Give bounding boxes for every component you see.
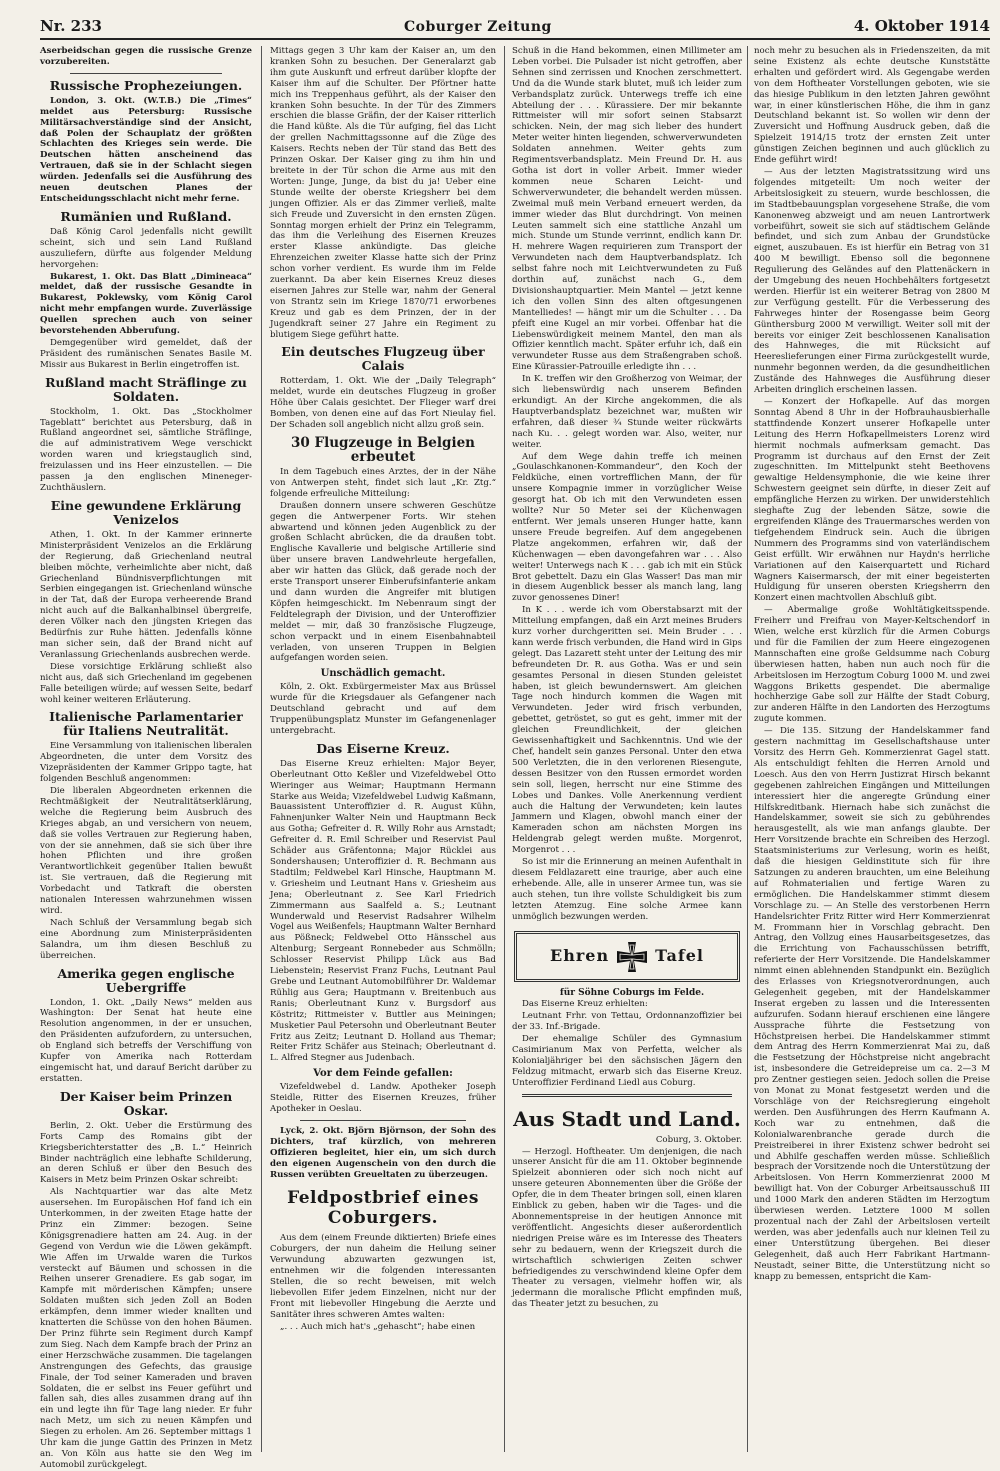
article-text: Aserbeidschan gegen die russische Grenze vorzubereiten.	[40, 46, 252, 67]
headline: Unschädlich gemacht.	[320, 668, 446, 680]
column-2	[270, 46, 496, 1452]
article-text: Demgegenüber wird gemeldet, daß der Präsident des rumänischen Senates Basile M. Missir aus Bukarest in Berlin eingetroffen ist.	[40, 337, 252, 370]
divider	[70, 73, 222, 74]
article-text: Diese vorsichtige Erklärung schließt also nicht aus, daß sich Griechenland im gegebenen Falle beteiligen würde; auf wessen Seite, bedarf wohl keiner weiteren Erläuterung.	[40, 661, 252, 705]
article-text: — Aus der letzten Magistratssitzung wird uns folgendes mitgeteilt: Um noch weiter der Arbeitslosigkeit zu steuern, wurde beschlossen, die im Stadtbebauungsplan vorgesehene Straße, die vom Kanonenweg abzweigt und am neuen Lantrortwerk vorbeiführt, soweit sie sich auf städtischem Gelände befindet, und sich zum Anbau der Grundstücke eignet, auszubauen. Es ist hierfür ein Betrag von 31 400 M bewilligt. Ebenso soll die begonnene Regulierung des Geländes auf den Plattenäckern in der Umgebung des neuen Hochbehälters fortgesetzt werden. Hierfür ist ein weiterer Betrag von 2800 M zur Verfügung gestellt. Für die Verbesserung des Fahrweges hinter der Rosengasse beim Georg Günthersburg 2000 M verwilligt. Weiter soll mit der bereits vor einiger Zeit beschlossenen Kanalisation des Hahnweges, die mit Rücksicht auf Heereslieferungen einer Firma zurückgestellt wurde, nunmehr begonnen werden, da die gesundheitlichen Zustände des Hahnweges die Ausführung dieser Arbeiten dringlich erscheinen lassen.	[754, 166, 990, 396]
article-text: — Herzogl. Hoftheater. Um denjenigen, die nach unserer Ansicht für die am 11. Oktober beginnende Spielzeit abonnieren oder sich noch nicht auf unsere geteuren Abonnementen über die Größe der Opfer, die in dem Theater bringen soll, einen klaren Einblick zu geben, haben wir die Tages- und die Abonnementspreise in der heutigen Annonce mit veröffentlicht. Angesichts dieser außerordentlich niedrigen Preise wäre es im Interesse des Theaters sehr zu bedauern, wenn der Kriegszeit durch die wirtschaftlich schwierigen Zeiten schwer befriedigendes zu verschwindend kleine Opfer dem Theater zu versagen, vielmehr hoffen wir, als jedermann die moralische Pflicht empfinden muß, das Theater jetzt zu besuchen, zu	[512, 1146, 742, 1310]
headline: Ein deutsches Flugzeug über Calais	[281, 344, 485, 374]
article-text: London, 3. Okt. (W.T.B.) Die „Times“ meldet aus Petersburg: Russische Militärsachverständige sind der Ansicht, daß Polen der Schauplatz der größten Schlachten des Krieges sein werde. Die Deutschen hätten anscheinend das Vertrauen, daß sie in der Schlacht siegen würden. Jedenfalls sei die Ausführung des neuen deutschen Planes der Entscheidungsschlacht nicht mehr ferne.	[40, 95, 252, 204]
headline: Eine gewundene Erklärung Venizelos	[50, 497, 242, 527]
column-3	[512, 46, 742, 1452]
divider	[300, 1120, 466, 1121]
article-text: Eine Versammlung von italienischen liberalen Abgeordneten, die unter dem Vorsitz des Vizepräsidenten der Kammer Grippo tagte, hat folgenden Beschluß angenommen:	[40, 741, 252, 785]
headline: Das Eiserne Kreuz.	[316, 740, 450, 756]
article-text: — Abermalige große Wohltätigkeitsspende. Freiherr und Freifrau von Mayer-Keltschendorf in Wien, welche erst kürzlich für die Armen Coburgs und für die Familien der zum Heere eingezogenen Mannschaften eine große Geldsumme nach Coburg überwiesen hatten, haben nun auch noch für die Arbeitslosen im Herzogtum Coburg 1000 M. und zwei Waggons Briketts gespendet. Die abermalige hochherzige Gabe soll zur Hälfte der Stadt Coburg, zur anderen Hälfte in den Landorten des Herzogtums zugute kommen.	[754, 605, 990, 725]
article-text: So ist mir die Erinnerung an meinen Aufenthalt in diesem Feldlazarett eine traurige, aber auch eine erhebende. Alle, alle in unserer Armee tun, was sie auch stehen, tun ihre vollste Schuldigkeit bis zum letzten Atemzug. Eine solche Armee kann unmöglich bezwungen werden.	[512, 857, 742, 922]
headline: Amerika gegen englische Uebergriffe	[57, 965, 235, 995]
masthead	[40, 8, 990, 40]
headline: Italienische Parlamentarier für Italiens Neutralität.	[49, 709, 243, 739]
headline: Feldpostbrief eines Coburgers.	[287, 1188, 479, 1229]
article-text: In K. treffen wir den Großherzog von Weimar, der sich liebenswürdig nach unserem Befinden erkundigt. An der Kirche angekommen, die als Hauptverbandsplatz bezeichnet war, mußten wir erfahren, daß dieser ¾ Stunde weiter rückwärts nach Ku. . . gelegt worden war. Also, weiter, nur weiter.	[512, 374, 742, 450]
article-text: In dem Tagebuch eines Arztes, der in der Nähe von Antwerpen steht, findet sich laut „Kr. Ztg.“ folgende erfreuliche Mitteilung:	[270, 467, 496, 499]
headline: Rußland macht Sträflinge zu Soldaten.	[45, 374, 247, 404]
article-text: Das Eiserne Kreuz erhielten:	[522, 999, 648, 1010]
article-text: Leutnant Frhr. von Tettau, Ordonnanzoffizier bei der 33. Inf.-Brigade.	[512, 1011, 742, 1033]
article-text: — Konzert der Hofkapelle. Auf das morgen Sonntag Abend 8 Uhr in der Hofbrauhausbierhalle stattfindende Konzert unserer Hofkapelle unter Leitung des Herrn Hofkapellmeisters Lorenz wird hiermit nochmals aufmerksam gemacht. Das Programm ist durchaus auf den Ernst der Zeit zugeschnitten. Im Mittelpunkt steht Beethovens gewaltige Heldensymphonie, die wie keine ihrer Schwestern geeignet sein dürfte, in dieser Zeit auf empfängliche Herzen zu wirken. Der unwiderstehlich sieghafte Zug der lebenden Sätze, sowie die ergreifenden Klänge des Trauermarsches werden von tiefgehendem Eindruck sein. Auch die übrigen Nummern des Programms sind von vaterländischem Geist erfüllt. Wir erwähnen nur Haydn's herrliche Variationen auf den Kaiserquartett und Richard Wagners Kaisermarsch, der mit einer begeisterten Huldigung für unseren obersten Kriegsherrn den Konzert einen machtvollen Abschluß gibt.	[754, 397, 990, 604]
article-text: Köln, 2. Okt. Exbürgermeister Max aus Brüssel wurde für die Kriegsdauer als Gefangener nach Deutschland gebracht und auf dem Truppenübungsplatz Munster im Gefangenenlager untergebracht.	[270, 682, 496, 736]
issue-number: Nr. 233	[40, 17, 102, 35]
section-title: Aus Stadt und Land.	[513, 1106, 741, 1131]
headline: 30 Flugzeuge in Belgien erbeutet	[291, 435, 475, 465]
divider	[522, 1094, 732, 1097]
article-text: noch mehr zu besuchen als in Friedenszeiten, da mit seine Existenz als echte deutsche Kunststätte erhalten und gefördert wird. Als Gegengabe werden von dem Hoftheater Vorstellungen geboten, wie sie das hiesige Publikum in den letzten Jahren gewöhnt war, in einer künstlerischen Höhe, die ihm in ganz Deutschland bekannt ist. So wollen wir denn der Zuversicht und Hoffnung Ausdruck geben, daß die Spielzeit 1914/15 trotz der ernsten Zeit unter günstigen Zeichen beginnen und auch glücklich zu Ende geführt wird!	[754, 46, 990, 166]
honor-board-box	[514, 931, 740, 982]
article-text: Vizefeldwebel d. Landw. Apotheker Joseph Steidle, Ritter des Eisernen Kreuzes, früher Apotheker in Oeslau.	[270, 1082, 496, 1115]
iron-cross-icon	[615, 940, 649, 974]
article-text: Die liberalen Abgeordneten erkennen die Rechtmäßigkeit der Neutralitätserklärung, welche die Regierung beim Ausbruch des Krieges abgab, an und versichern von neuem, daß sie volles Vertrauen zur Regierung haben, von der sie annehmen, daß sie sich über ihre hohen Pflichten und ihre großen Verantwortlichkeit gegenüber Italien bewußt ist. Sie vertrauen, daß die Regierung mit Vorbedacht und Tatkraft die obersten nationalen Interessen wahrzunehmen wissen wird.	[40, 786, 252, 916]
article-text: Bukarest, 1. Okt. Das Blatt „Dimineaca“ meldet, daß der russische Gesandte in Bukarest, Poklewsky, vom König Carol nicht mehr empfangen wurde. Zuverlässige Quellen sprechen auch von seiner bevorstehenden Abberufung.	[40, 271, 252, 337]
article-text: Berlin, 2. Okt. Ueber die Erstürmung des Forts Camp des Romains gibt der Kriegsberichterstatter des „B. L.“ Heinrich Binder nachträglich eine lebhafte Schilderung, an deren Schluß er über den Besuch des Kaisers in Metz beim Prinzen Oskar schreibt:	[40, 1120, 252, 1186]
article-text: London, 1. Okt. „Daily News“ melden aus Washington: Der Senat hat heute eine Resolution angenommen, in der er unsuchen, den Präsidenten aufzufordern, zu untersuchen, ob England sich betreffs der Verschiffung von Kupfer von Amerika nach Rotterdam eingemischt hat, und darauf Bericht darüber zu erstatten.	[40, 997, 252, 1084]
headline: Russische Prophezeiungen.	[49, 77, 243, 93]
article-text: Rotterdam, 1. Okt. Wie der „Daily Telegraph“ meldet, wurde ein deutsches Flugzeug in großer Höhe über Calais gesichtet. Der Flieger warf drei Bomben, von denen eine auf das Fort Nieulay fiel. Der Schaden soll angeblich nicht allzu groß sein.	[270, 376, 496, 431]
column-rule	[504, 46, 505, 1452]
article-text: Aus dem (einem Freunde diktierten) Briefe eines Coburgers, der nun daheim die Heilung seiner Verwundung abzuwarten gezwungen ist, entnehmen wir die folgenden interessanten Stellen, die so recht beweisen, mit welch liebevollen Eifer jedem Einzelnen, nicht nur der Front mit liebevoller Hingebung die Aerzte und Sanitäter ihres schweren Amtes walten:	[270, 1233, 496, 1320]
dateline: Coburg, 3. Oktober.	[655, 1134, 742, 1145]
article-text: Stockholm, 1. Okt. Das „Stockholmer Tageblatt“ berichtet aus Petersburg, daß in Rußland angeordnet sei, sämtliche Sträflinge, die auf administrativem Wege verschickt worden waren und kriegstauglich sind, freizulassen und ins Heer einzustellen. — Die passen ja den englischen Mineneger-Zuchthäuslern.	[40, 406, 252, 493]
article-text: Mittags gegen 3 Uhr kam der Kaiser an, um den kranken Sohn zu besuchen. Der Generalarzt gab ihm gute Auskunft und erfreut darüber klopfte der Kaiser ihm auf die Schulter. Der Pförtner hatte mich ins Treppenhaus geführt, als der Kaiser den kranken Sohn besuchte. In der Tür des Zimmers erschien die blasse Gräfin, der der Kaiser ritterlich die Hand küßte. Als die Tür aufging, fiel das Licht der grellen Nachmittagssonne auf die Züge des Kaisers. Rechts neben der Tür stand das Bett des Prinzen Oskar. Der Kaiser ging zu ihm hin und breitete in der Tür schon die Arme aus mit den Worten: Junge, Junge, da bist du ja! Ueber eine Stunde weilte der oberste Kriegsherr bei dem jungen Offizier. Als er das Zimmer verließ, malte sich Freude und Zuversicht in den ernsten Zügen. Sonntag morgen erhielt der Prinz ein Telegramm, das ihm die Verleihung des Eisernen Kreuzes erster Klasse ankündigte. Das gleiche Ehrenzeichen zweiter Klasse hatte sich der Prinz schon vorher verdient. Es wurde ihm im Felde zuerkannt. Da aber kein Eisernes Kreuz dieses eisernen Jahres zur Stelle war, nahm der General von Strantz sein im Kriege 1870/71 erworbenes Kreuz und gab es dem Prinzen, der in der Jugendkraft seiner 27 Jahre ein Regiment zu blutigem Siege geführt hatte.	[270, 46, 496, 340]
article-text: Nach Schluß der Versammlung begab sich eine Abordnung zum Ministerpräsidenten Salandra, um ihm diesen Beschluß zu überreichen.	[40, 917, 252, 961]
honor-board-title-left: Ehren	[550, 946, 610, 966]
article-text: Als Nachtquartier war das alte Metz ausersehen. Im Europäischen Hof fand ich ein Unterkommen, in der zweiten Etage hatte der Prinz ein Zimmer: bezogen. Seine Königsgrenadiere hatten am 24. Aug. in der Gegend von Verdun wie die Löwen gekämpft. Wie Affen im Urwalde waren die Turkos versteckt auf Bäumen und schossen in die Reihen unserer Grenadiere. Es gab sogar, im Kampfe mit mörderischen Kämpfen; unsere Soldaten mußten sich jeden Zoll an Boden erkämpfen, denn immer wieder knallten und knatterten die Schüsse von den hohen Bäumen. Der Prinz führte sein Regiment durch Kampf zum Sieg. Nach dem Kampfe brach der Prinz an einer Herzschwäche zusammen. Die tagelangen Anstrengungen des Gefechts, das grausige Finale, der Tod seiner Kameraden und braven Soldaten, die er selbst ins Feuer geführt und fallen sah, dies alles zusammen drang auf ihn ein und legte ihn für Tage lang nieder. Er fuhr nach Metz, um sich zu neuen Kämpfen und Siegen zu erholen. Am 26. September mittags 1 Uhr kam die junge Gattin des Prinzen in Metz an. Von Köln aus hatte sie den Weg im Automobil zurückgelegt.	[40, 1187, 252, 1470]
column-rule	[747, 46, 748, 1452]
article-text: Der ehemalige Schüler des Gymnasium Casimirianum Max von Perfetta, welcher als Kolonialjähriger bei den sächsischen Jägern den Feldzug mitmacht, erwarb sich das Eiserne Kreuz. Unteroffizier Ferdinand Liedl aus Coburg.	[512, 1034, 742, 1088]
article-text: In K . . . werde ich vom Oberstabsarzt mit der Mitteilung empfangen, daß ein Arzt meines Bruders kurz vorher durchgeritten sei. Mein Bruder . . . kann werde frisch verbunden, die Hand wird in Gips gelegt. Das Lazarett steht unter der Leitung des mir befreundeten Dr. R. aus Gotha. Was er und sein gesamtes Personal in diesen Stunden geleistet haben, ist gleich bewundernswert. Am gleichen Tage noch hindurch kommen die Wagen mit Verwundeten. Jeder wird frisch verbunden, gebettet, getröstet, so gut es geht, immer mit der gleichen Freundlichkeit, der gleichen Gewissenhaftigkeit und Sachkenntnis. Und wie der Chef, handelt sein ganzes Personal. Unter den etwa 500 Verletzten, die in den verlorenen Riesengute, dessen Besitzer von den Russen ermordet worden sein soll, liegen, herrscht nur eine Stimme des Lobes und Dankes. Volle Anerkennung verdient auch die Haltung der Verwundeten; kein lautes Jammern und Klagen, obwohl manch einer der Kameraden schon am nächsten Morgen ins Heldengrab gelegt werden mußte. Morgenrot, Morgenrot . . .	[512, 605, 742, 856]
honor-board-title-right: Tafel	[655, 946, 704, 966]
paper-name: Coburger Zeitung	[403, 19, 552, 35]
article-text: Lyck, 2. Okt. Björn Björnson, der Sohn des Dichters, traf kürzlich, von mehreren Offizieren begleitet, hier ein, um sich durch den eigenen Augenschein von den durch die Russen verübten Greueltaten zu überzeugen.	[270, 1125, 496, 1180]
column-rule	[261, 46, 262, 1452]
column-4	[754, 46, 990, 1452]
article-text: Schuß in die Hand bekommen, einen Millimeter am Leben vorbei. Die Pulsader ist nicht getroffen, aber Sehnen sind zerrissen und Knochen zerschmettert. Und da die Wunde stark blutet, muß ich leider zum Verbandsplatz zurück. Unterwegs treffe ich eine Abteilung der . . . Kürassiere. Der mir bekannte Rittmeister will mir sofort seinen Stabsarzt schicken. Nein, der mag sich lieber des hundert Meter weiter hinten liegenden, schwerverwundeten Soldaten annehmen. Weiter gehts zum Regimentsverbandsplatz. Mein Freund Dr. H. aus Gotha ist dort in voller Arbeit. Immer wieder kommen neue Scharen Leicht- und Schwerverwundeter, die behandelt werden müssen. Zweimal muß mein Verband erneuert werden, da immer wieder das Blut durchdringt. Von meinen Leuten sammelt sich eine stattliche Anzahl um mich. Stunde um Stunde verrinnt, endlich kann Dr. H. mehrere Wagen requirieren zum Transport der Verwundeten nach dem Hauptverbandsplatz. Ich selbst fahre noch mit Leichtverwundeten zu Fuß dorthin auf, zunächst nach G., dem Divisionshauptquartier. Mein Mantel — jetzt kenne ich den vollen Sinn des alten oftgesungenen Mantelliedes! — hängt mir um die Schulter . . . Da pfeift eine Kugel an mir vorbei. Offenbar hat die Liebenswürdigkeit meinem Mantel, den man als Offizier kenntlich macht. Später erfuhr ich, daß ein verwundeter Russe aus dem Straßengraben schoß. Eine Kürassier-Patrouille erledigte ihn . . .	[512, 46, 742, 373]
article-text: Auf dem Wege dahin treffe ich meinen „Goulaschkanonen-Kommandeur“, den Koch der Feldküche, einen vortrefflichen Mann, der für unsere Kompagnie immer in vorzüglicher Weise gesorgt hat. Ob ich mit den Verwundeten essen wollte? Nur 50 Meter sei der Küchenwagen entfernt. Wer jemals unseren Hunger hatte, kann unsere Freude begreifen. Auf dem angegebenen Platze angekommen, erfahren wir, daß der Küchenwagen — eben davongefahren war . . . Also weiter! Unterwegs nach K . . . gab ich mit ein Stück Brot gebettelt. Dazu ein Glas Wasser! Das man mir in diesem Augenblick besser als manch lang, lang zuvor genossenes Diner!	[512, 451, 742, 604]
headline: Der Kaiser beim Prinzen Oskar.	[59, 1088, 233, 1118]
headline: Rumänien und Rußland.	[60, 208, 232, 224]
column-1	[40, 46, 252, 1470]
article-text: Das Eiserne Kreuz erhielten: Major Beyer, Oberleutnant Otto Keßler und Vizefeldwebel Otto Wieringer aus Weimar; Hauptmann Hermann Starke aus Weida; Vizefeldwebel Ludwig Kaßmann, Bauassistent Unteroffizier d. R. August Kühn, Fahnenjunker Walter Nein und Hauptmann Beck aus Gotha; Gefreiter d. R. Willy Rohr aus Arnstadt; Gefreiter d. R. Emil Schreiber und Reservist Paul Schäder aus Gräfentonna; Major Rücklei aus Sondershausen; Unteroffizier d. R. Bechmann aus Stadtilm; Feldwebel Karl Hinsche, Hauptmann M. v. Griesheim und Leutnant Hans v. Griesheim aus Jena; Oberleutnant z. See Karl Friedrich Zimmermann aus Saalfeld a. S.; Leutnant Wunderwald und Reservist Radsahrer Wilhelm Vogel aus Weißenfels; Hauptmann Walter Bernhard aus Pößneck; Feldwebel Otto Hänsschel aus Altenburg; Sergeant Ronnebeder aus Schmölln; Schlosser Reservist Philipp Lück aus Bad Liebenstein; Reservist Franz Fuchs, Leutnant Paul Grebe und Leutnant Automobilführer Dr. Waldemar Rühlig aus Gera; Hauptmann v. Breitenbuch aus Ranis; Oberleutnant Kunz v. Burgsdorf aus Köstritz; Rittmeister v. Buttler aus Meiningen; Musketier Paul Petersohn und Oberleutnant Beuter Fritz aus Zeitz; Leutnant D. Holland aus Themar; Reiter Fritz Schäfer aus Steinach; Oberleutnant d. L. Alfred Stegner aus Judenbach.	[270, 758, 496, 1064]
article-text: Draußen donnern unsere schweren Geschütze gegen die Antwerpener Forts. Wir stehen abwartend und können jeden Augenblick zu der großen Schlacht abrücken, die da draußen tobt. Englische Kavallerie und belgische Artillerie sind über unsere braven Landwehrleute hergefallen, aber wir hatten das Glück, daß gerade noch der erste Transport unserer Einberufsinfanterie ankam und dann wurden die Angreifer mit blutigen Köpfen heimgeschickt. Im Nebenraum singt der Feldtelegraph der Division, und der Unteroffizier meldet — mir, daß 30 französische Flugzeuge, schon verpackt und in einem Eisenbahnabteil verladen, von unseren Truppen in Belgien aufgefangen worden seien.	[270, 500, 496, 664]
subheadline: Vor dem Feinde gefallen:	[313, 1068, 453, 1080]
article-text: Daß König Carol jedenfalls nicht gewillt scheint, sich und sein Land Rußland auszuliefern, dürfte aus folgender Meldung hervorgehen:	[40, 226, 252, 270]
article-text: Athen, 1. Okt. In der Kammer erinnerte Ministerpräsident Venizelos an die Erklärung der Regierung, daß Griechenland neutral bleiben möchte, verheimlichte aber nicht, daß Griechenland Bündnisverpflichtungen mit Serbien eingegangen ist. Griechenland wünsche in der Tat, daß der Europa verheerende Brand nicht auch auf die Balkanhalbinsel übergreife, deren Völker nach den jüngsten Kriegen das Bedürfnis zur Ruhe hätten. Jedenfalls könne man sicher sein, daß der Brand nicht auf Veranlassung Griechenlands ausbrechen werde.	[40, 529, 252, 660]
issue-date: 4. Oktober 1914	[853, 17, 990, 35]
article-text: „. . . Auch mich hat's „gehascht“; habe einen	[280, 1321, 476, 1332]
article-text: — Die 135. Sitzung der Handelskammer fand gestern nachmittag im Gesellschaftshause unter Vorsitz des Herrn Geh. Kommerzienrat Gagel statt. Als entschuldigt fehlten die Herren Arnold und Loesch. Aus den von Herrn Justizrat Hirsch bekannt gegebenen zahlreichen Eingängen und Mitteilungen interessiert hier die angeregte Gründung einer Hilfskreditbank. Hiernach habe sich zunächst die Handelskammer, soweit sie sich zu gebührendes herausgestellt, als wie man anfangs glaubte. Der Herr Vorsitzende brachte ein Schreiben des Herzogl. Staatsministeriums zur Verlesung, worin es heißt, daß die hiesigen Geldinstitute sich für ihre Satzungen zu anderen brauchten, um eine Beleihung auf Rohmaterialien und fertige Waren zu ermöglichen. Die Handelskammer stimmt diesem Vorschlage zu. — An Stelle des verstorbenen Herrn Handelsrichter Fritz Ritter wird Herr Kommerzienrat M. Frommann hier in Vorschlag gebracht. Den Antrag, den Vollzug eines Hausarbeitsgesetzes, das die Errichtung von Fachausschüssen betrifft, referierte der Herr Vorsitzende. Die Handelskammer nimmt einen ablehnenden Standpunkt ein. Bezüglich des Erlasses von Kriegsnotverordnungen, auch Gelegenheit gegeben, mit der Handelskammer Inserat ergeben zu lassen und die Interessenten aufzurufen. Sodann hierauf erschienen eine längere Aussprache führte die Festsetzung von Höchstpreisen herbei. Die Handelskammer stimmt dem Antrag des Herrn Kommerzienrat Mai zu, daß die Festsetzung der Höchstpreise nicht angebracht ist, insbesondere die Getreidepreise um ca. 2—3 M pro Zentner gestiegen seien. Jedoch sollen die Preise von Monat zu Monat festgesetzt werden und die Vorschläge von der Reichsregierung eingeholt werden. Den Ausführungen des Herrn Kaufmann A. Koch war zu entnehmen, daß die Kolonialwarenbranche gerade durch die Preistreiberei in ihrer Existenz schwer bedroht sei und Abhilfe geschaffen werden müsse. Schließlich besprach der Vorsitzende noch die Unterstützung der Arbeitslosen. Von Herrn Kommerzienrat 2000 M bewilligt hat. Von der Coburger Arbeitsausschuß III und 1000 Mark den anderen Städten im Herzogtum überwiesen werden. Letztere 1000 M sollen prozentual nach der Zahl der Arbeitslosen verteilt werden, was aber jedenfalls auch nur kleinen Teil zu einer Unterstützung übergehen. Bei dieser Gelegenheit, daß auch Herr Fabrikant Hartmann-Neustadt, seiner Bitte, die Unterstützung nicht so knapp zu bemessen, entspricht die Kam-	[754, 726, 990, 1282]
honor-board-subtitle: für Söhne Coburgs im Felde.	[559, 987, 705, 998]
